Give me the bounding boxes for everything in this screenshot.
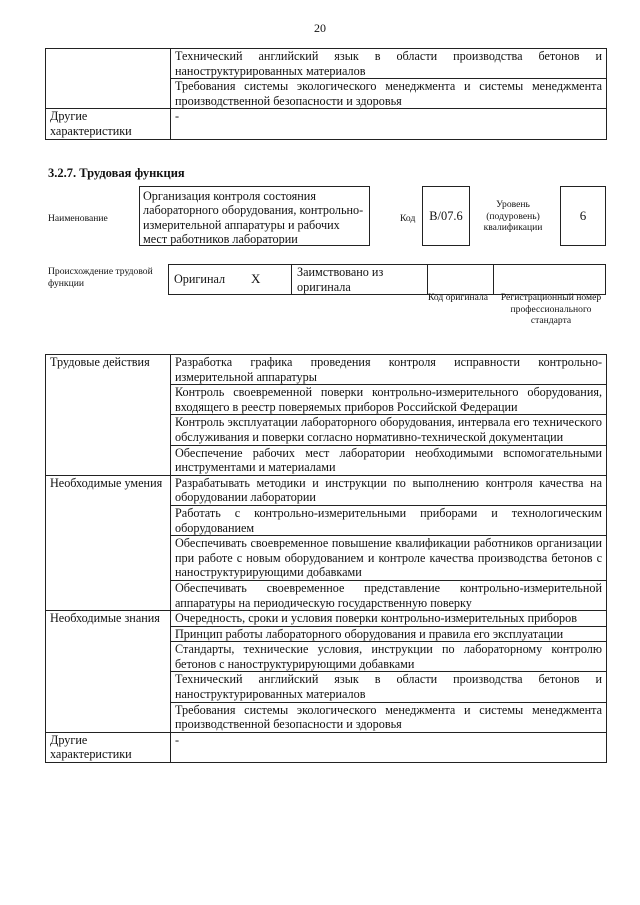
table-cell: Очередность, сроки и условия поверки контрольно-измерительных приборов bbox=[171, 611, 607, 627]
origin-code-cell bbox=[428, 265, 494, 295]
code-box: В/07.6 bbox=[422, 186, 470, 246]
level-box: 6 bbox=[560, 186, 606, 246]
table-cell: Технический английский язык в области производства бетонов и наноструктурированных материалов bbox=[171, 49, 607, 79]
table-cell: - bbox=[171, 109, 607, 139]
function-name-box: Организация контроля состояния лабораторного оборудования, контрольно-измерительной аппаратуры и рабочих мест работников лаборатории bbox=[139, 186, 370, 246]
origin-borrowed-label: Заимствовано из оригинала bbox=[292, 265, 428, 295]
code-label: Код bbox=[400, 213, 416, 224]
table-cell: Работать с контрольно-измерительными приборами и технологическим оборудованием bbox=[171, 505, 607, 535]
table-row bbox=[46, 49, 607, 79]
function-details-table bbox=[45, 354, 607, 763]
table-cell: Разработка графика проведения контроля исправности контрольно-измерительной аппаратуры bbox=[171, 355, 607, 385]
table-row bbox=[46, 109, 607, 139]
continuation-table bbox=[45, 48, 607, 140]
table-row bbox=[46, 611, 607, 627]
table-row bbox=[169, 265, 606, 295]
table-cell: - bbox=[171, 732, 607, 762]
row-label: Другие характеристики bbox=[46, 732, 171, 762]
table-cell: Обеспечивать своевременное повышение квалификации работников организации при работе с новым оборудованием и контроле качества производства бетонов с наноструктурирующими добавками bbox=[171, 536, 607, 581]
table-cell: Разрабатывать методики и инструкции по выполнению контроля качества на оборудовании лаборатории bbox=[171, 475, 607, 505]
origin-label: Происхождение трудовой функции bbox=[48, 266, 153, 289]
row-label: Другие характеристики bbox=[46, 109, 171, 139]
registration-number-cell bbox=[494, 265, 606, 295]
row-label bbox=[46, 49, 171, 109]
origin-table bbox=[168, 264, 606, 295]
table-row bbox=[46, 355, 607, 385]
row-label: Необходимые умения bbox=[46, 475, 171, 610]
row-label: Необходимые знания bbox=[46, 611, 171, 733]
row-label: Трудовые действия bbox=[46, 355, 171, 476]
caption-registration: Регистрационный номер профессионального стандарта bbox=[500, 292, 602, 326]
name-label: Наименование bbox=[48, 213, 108, 224]
section-title: 3.2.7. Трудовая функция bbox=[48, 166, 185, 180]
origin-mark: X bbox=[246, 265, 292, 295]
table-cell: Требования системы экологического менеджмента и системы менеджмента производственной безопасности и здоровья bbox=[171, 702, 607, 732]
table-cell: Технический английский язык в области производства бетонов и наноструктурированных материалов bbox=[171, 672, 607, 702]
caption-code: Код оригинала bbox=[427, 292, 489, 303]
table-cell: Обеспечивать своевременное представление контрольно-измерительной аппаратуры на периодическую государственную поверку bbox=[171, 580, 607, 610]
table-cell: Обеспечение рабочих мест лаборатории необходимыми вспомогательными инструментами и материалами bbox=[171, 445, 607, 475]
table-cell: Контроль эксплуатации лабораторного оборудования, интервала его технического обслуживания и поверки согласно нормативно-технической документации bbox=[171, 415, 607, 445]
table-row bbox=[46, 475, 607, 505]
table-row bbox=[46, 732, 607, 762]
table-cell: Контроль своевременной поверки контрольно-измерительного оборудования, входящего в реестр поверяемых приборов Российской Федерации bbox=[171, 385, 607, 415]
table-cell: Принцип работы лабораторного оборудования и правила его эксплуатации bbox=[171, 626, 607, 642]
table-cell: Стандарты, технические условия, инструкции по лабораторному контролю бетонов с наноструктурирующими добавками bbox=[171, 642, 607, 672]
table-cell: Требования системы экологического менеджмента и системы менеджмента производственной безопасности и здоровья bbox=[171, 79, 607, 109]
level-label: Уровень (подуровень) квалификации bbox=[483, 199, 543, 233]
origin-original-label: Оригинал bbox=[169, 265, 247, 295]
page-number: 20 bbox=[314, 21, 326, 35]
